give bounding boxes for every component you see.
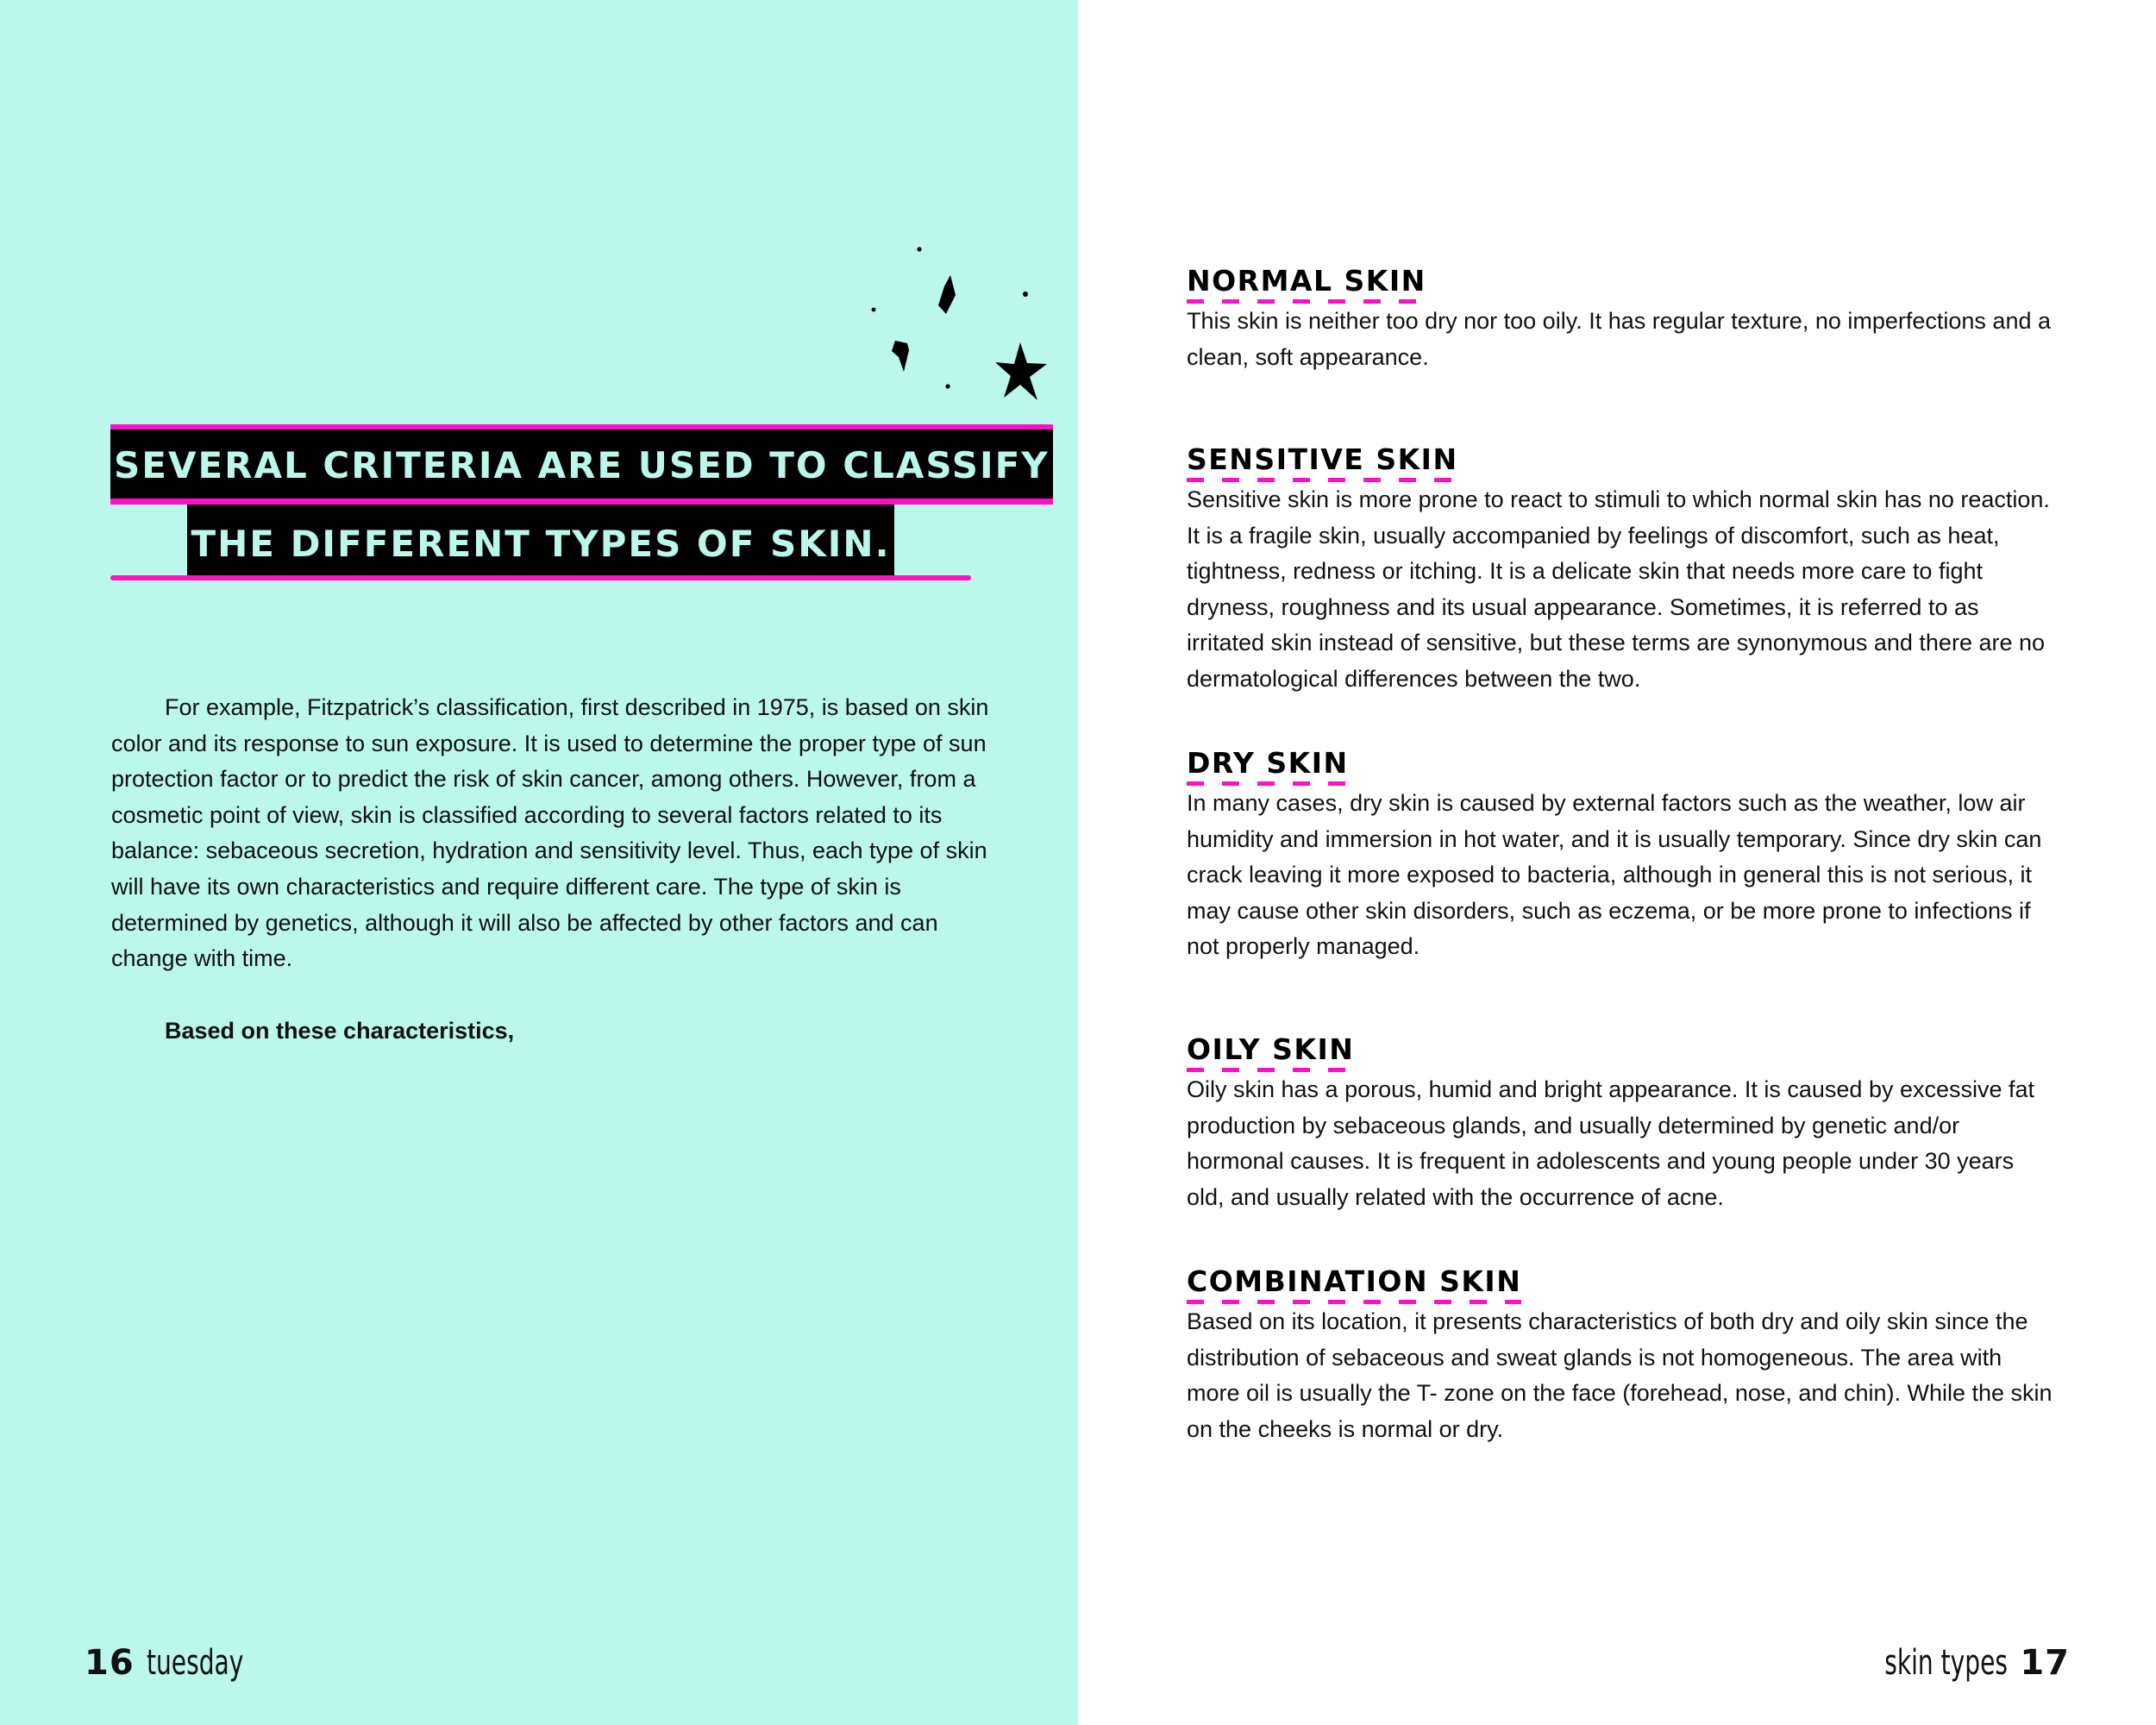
section-text: Sensitive skin is more prone to react to stimuli to which normal skin has no reaction. It is a fragile skin, usually accompanied by feelings of discomfort, such as heat, tightness, redness or itching. It is a delicate skin that needs more care to fight dryness, roughness and its usual appearance. Sometimes, it is referred to as irritated skin instead of sensitive, but these terms are synonymous and there are no dermatological differences between the two. [1187,486,2050,692]
section-text: Oily skin has a porous, humid and bright appearance. It is caused by excessive fat production by sebaceous glands, and usually determined by genetic and/or hormonal causes. It is frequent in adolescents and young people under 30 years old, and usually related with the occurrence of acne. [1187,1076,2035,1210]
section-title: NORMAL SKIN [1187,264,1426,304]
left-body-text [111,690,991,1049]
section-text: In many cases, dry skin is caused by external factors such as the weather, low air humidity and immersion in hot water, and it is usually temporary. Since dry skin can crack leaving it more exposed to bacteria, although in general this is not serious, it may cause other skin disorders, such as eczema, or be more prone to infections if not properly managed. [1187,790,2042,960]
section-title: SENSITIVE SKIN [1187,442,1458,482]
section-oily-skin [1187,1032,2058,1215]
section-title: DRY SKIN [1187,746,1349,786]
sparkle-stars-icon [845,233,1069,414]
pull-quote-line-2: THE DIFFERENT TYPES OF SKIN. [187,505,893,575]
pull-quote-underline [110,575,971,580]
section-combination-skin [1187,1264,2058,1447]
footer-left [85,1643,271,1683]
section-normal-skin [1187,264,2058,375]
pull-quote [110,424,1050,580]
footer-right [1850,1643,2070,1683]
section-text: Based on its location, it presents characteristics of both dry and oily skin since the distribution of sebaceous and sweat glands is not homogeneous. The area with more oil is usually the T- zone on the face (forehead, nose, and chin). While the skin on the cheeks is normal or dry. [1187,1308,2053,1442]
section-title: COMBINATION SKIN [1187,1264,1521,1304]
running-head-left: tuesday [146,1643,244,1683]
section-title: OILY SKIN [1187,1032,1354,1072]
section-dry-skin [1187,746,2058,965]
section-sensitive-skin [1187,442,2058,698]
running-head-right: skin types [1884,1643,2009,1683]
page-number-right: 17 [2020,1643,2070,1683]
pull-quote-line-1: SEVERAL CRITERIA ARE USED TO CLASSIFY [110,424,1053,505]
section-text: This skin is neither too dry nor too oily. It has regular texture, no imperfections and a clean, soft appearance. [1187,308,2051,370]
intro-paragraph: For example, Fitzpatrick’s classification, first described in 1975, is based on skin color and its response to sun exposure. It is used to determine the proper type of sun protection factor or to predict the risk of skin cancer, among others. However, from a cosmetic point of view, skin is classified according to several factors related to its balance: sebaceous secretion, hydration and sensitivity level. Thus, each type of skin will have its own characteristics and require different care. The type of skin is determined by genetics, although it will also be affected by other factors and can change with time. [111,694,989,972]
page-number-left: 16 [85,1643,135,1683]
bold-lead-in: Based on these characteristics, [165,1017,515,1044]
